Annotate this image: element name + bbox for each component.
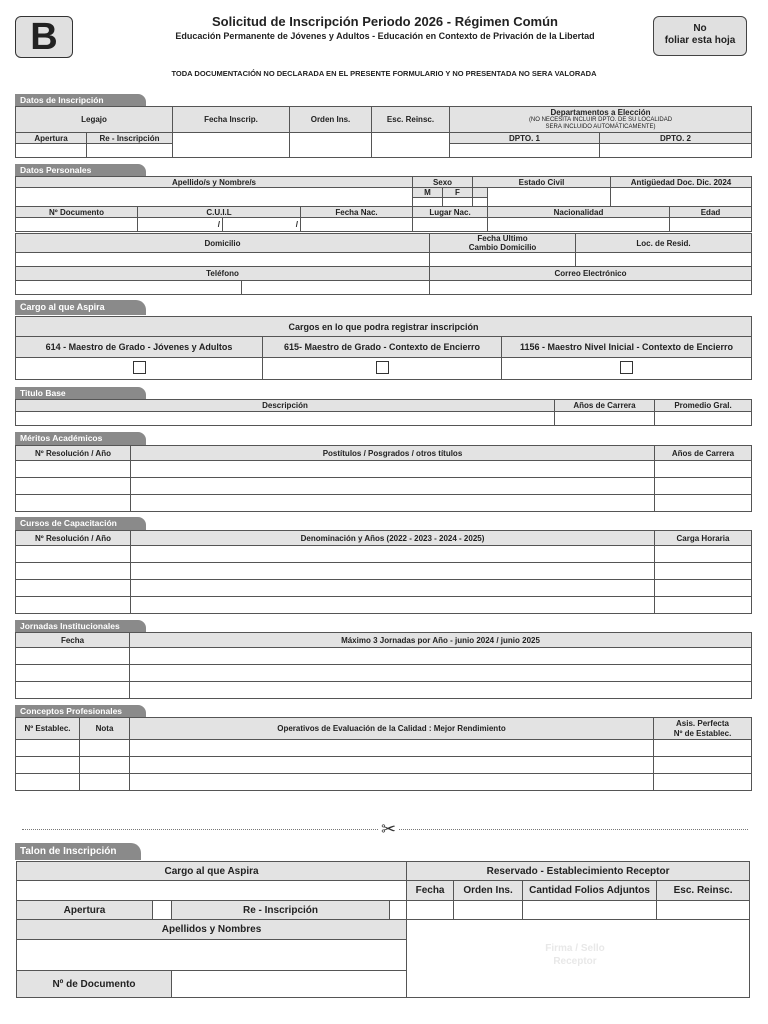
conceptos-cell[interactable] bbox=[16, 740, 80, 757]
correo-label: Correo Electrónico bbox=[430, 267, 752, 281]
descripcion-field[interactable] bbox=[16, 412, 555, 426]
section-talon: Talon de Inscripción bbox=[15, 843, 141, 860]
talon-orden-label: Orden Ins. bbox=[454, 881, 523, 901]
reinscripcion-label: Re - Inscripción bbox=[87, 133, 173, 144]
cuil-field-part2[interactable] bbox=[223, 218, 301, 232]
documento-field[interactable] bbox=[16, 218, 138, 232]
domicilio-label: Domicilio bbox=[16, 234, 430, 253]
talon-apellidos-label: Apellidos y Nombres bbox=[17, 920, 407, 940]
jornadas-fecha-label: Fecha bbox=[16, 633, 130, 648]
cargo-option-615: 615- Maestro de Grado - Contexto de Encierro bbox=[263, 337, 502, 358]
departamentos-note-2: SERA INCLUIDO AUTOMÁTICAMENTE) bbox=[545, 124, 656, 130]
talon-reservado-label: Reservado - Establecimiento Receptor bbox=[407, 862, 750, 881]
asis-perfecta-label bbox=[654, 718, 752, 740]
talon-folios-label: Cantidad Folios Adjuntos bbox=[523, 881, 657, 901]
table-talon-left bbox=[16, 861, 750, 998]
esc-reinsc-field[interactable] bbox=[372, 133, 450, 158]
apellido-label: Apellido/s y Nombre/s bbox=[16, 177, 413, 188]
talon-reinscripcion-label: Re - Inscripción bbox=[172, 901, 390, 920]
cursos-cell[interactable] bbox=[655, 563, 752, 580]
conceptos-cell[interactable] bbox=[80, 757, 130, 774]
talon-esc-field[interactable] bbox=[657, 901, 750, 920]
dpto2-field[interactable] bbox=[600, 144, 752, 158]
nacionalidad-label: Nacionalidad bbox=[488, 207, 670, 218]
jornadas-cell[interactable] bbox=[130, 682, 752, 699]
loc-resid-field[interactable] bbox=[576, 253, 752, 267]
conceptos-cell[interactable] bbox=[80, 774, 130, 791]
dpto1-field[interactable] bbox=[450, 144, 600, 158]
nacionalidad-field[interactable] bbox=[488, 218, 670, 232]
cursos-cell[interactable] bbox=[655, 580, 752, 597]
fecha-cambio-domicilio-label bbox=[430, 234, 576, 253]
cargo-615-checkbox[interactable] bbox=[376, 361, 389, 374]
conceptos-cell[interactable] bbox=[130, 774, 654, 791]
fecha-nac-label: Fecha Nac. bbox=[301, 207, 413, 218]
asis-line1: Asis. Perfecta bbox=[676, 718, 729, 728]
reinscripcion-field[interactable] bbox=[87, 144, 173, 158]
denominacion-label: Denominación y Años (2022 - 2023 - 2024 - 2025) bbox=[131, 531, 655, 546]
table-cursos bbox=[15, 530, 752, 614]
conceptos-cell[interactable] bbox=[130, 757, 654, 774]
talon-fecha-label: Fecha bbox=[407, 881, 454, 901]
cursos-cell[interactable] bbox=[131, 580, 655, 597]
cuil-slash-1: / bbox=[217, 220, 220, 229]
meritos-resolucion-label: Nº Resolución / Año bbox=[16, 446, 131, 461]
form-title: Solicitud de Inscripción Periodo 2026 - Régimen Común bbox=[211, 14, 558, 29]
operativos-label: Operativos de Evaluación de la Calidad : Mejor Rendimiento bbox=[130, 718, 654, 740]
no-foliar-line1: No bbox=[693, 23, 707, 34]
table-titulo-base bbox=[15, 399, 752, 426]
table-conceptos bbox=[15, 717, 752, 791]
talon-apellidos-field[interactable] bbox=[17, 940, 407, 971]
departamentos-note-1: (NO NECESITA INCLUIR DPTO. DE SU LOCALIDAD bbox=[528, 117, 673, 123]
fecha-ultimo-line2: Cambio Domicilio bbox=[468, 243, 537, 252]
edad-label: Edad bbox=[670, 207, 752, 218]
talon-fecha-field[interactable] bbox=[407, 901, 454, 920]
warning-notice: TODA DOCUMENTACIÓN NO DECLARADA EN EL PRESENTE FORMULARIO Y NO PRESENTADA NO SERA VALORADA bbox=[171, 69, 597, 78]
telefono-label: Teléfono bbox=[16, 267, 430, 281]
cuil-label: C.U.I.L bbox=[138, 207, 301, 218]
table-meritos bbox=[15, 445, 752, 512]
cursos-cell[interactable] bbox=[655, 546, 752, 563]
cargo-615-cell bbox=[263, 358, 502, 380]
table-datos-inscripcion bbox=[15, 106, 752, 158]
section-cursos: Cursos de Capacitación bbox=[15, 517, 146, 530]
meritos-cell[interactable] bbox=[16, 478, 131, 495]
fecha-inscrip-label: Fecha Inscrip. bbox=[173, 107, 290, 133]
departamentos-title: Departamentos a Elección bbox=[550, 108, 651, 117]
firma-line1: Firma / Sello bbox=[545, 943, 605, 954]
form-letter-badge: B bbox=[15, 16, 73, 58]
jornadas-cell[interactable] bbox=[130, 648, 752, 665]
conceptos-cell[interactable] bbox=[654, 774, 752, 791]
asis-line2: Nº de Establec. bbox=[673, 728, 732, 738]
apertura-field[interactable] bbox=[16, 144, 87, 158]
cargo-1156-cell bbox=[502, 358, 752, 380]
telefono-field-1[interactable] bbox=[16, 281, 242, 295]
antiguedad-label: Antigüedad Doc. Dic. 2024 bbox=[611, 177, 752, 188]
conceptos-cell[interactable] bbox=[130, 740, 654, 757]
lugar-nac-label: Lugar Nac. bbox=[413, 207, 488, 218]
departamentos-label bbox=[450, 107, 752, 133]
conceptos-cell[interactable] bbox=[80, 740, 130, 757]
cargo-option-1156: 1156 - Maestro Nivel Inicial - Contexto de Encierro bbox=[502, 337, 752, 358]
talon-documento-label: Nº de Documento bbox=[17, 971, 172, 998]
cargos-header: Cargos en lo que podra registrar inscripción bbox=[16, 317, 752, 337]
cargo-614-cell bbox=[16, 358, 263, 380]
jornadas-cell[interactable] bbox=[130, 665, 752, 682]
conceptos-cell[interactable] bbox=[16, 757, 80, 774]
talon-reinscripcion-field[interactable] bbox=[390, 901, 407, 920]
sexo-m-label: M bbox=[413, 188, 443, 198]
cursos-cell[interactable] bbox=[131, 546, 655, 563]
establec-label: Nº Establec. bbox=[16, 718, 80, 740]
cargo-614-checkbox[interactable] bbox=[133, 361, 146, 374]
meritos-cell[interactable] bbox=[131, 461, 655, 478]
section-datos-inscripcion: Datos de Inscripción bbox=[15, 94, 146, 107]
dpto2-label: DPTO. 2 bbox=[600, 133, 752, 144]
cargo-1156-checkbox[interactable] bbox=[620, 361, 633, 374]
legajo-label: Legajo bbox=[16, 107, 173, 133]
sexo-f-label: F bbox=[443, 188, 473, 198]
fecha-inscrip-field[interactable] bbox=[173, 133, 290, 158]
cursos-cell[interactable] bbox=[16, 546, 131, 563]
cursos-cell[interactable] bbox=[16, 580, 131, 597]
jornadas-cell[interactable] bbox=[16, 682, 130, 699]
meritos-cell[interactable] bbox=[655, 495, 752, 512]
cursos-cell[interactable] bbox=[131, 597, 655, 614]
cargo-option-614: 614 - Maestro de Grado - Jóvenes y Adultos bbox=[16, 337, 263, 358]
meritos-cell[interactable] bbox=[16, 461, 131, 478]
carga-horaria-label: Carga Horaria bbox=[655, 531, 752, 546]
table-datos-personales-3 bbox=[15, 233, 752, 295]
postitulos-label: Postítulos / Posgrados / otros títulos bbox=[131, 446, 655, 461]
table-jornadas bbox=[15, 632, 752, 699]
cursos-cell[interactable] bbox=[131, 563, 655, 580]
cuil-field-part1[interactable] bbox=[138, 218, 223, 232]
talon-cargo-field[interactable] bbox=[17, 881, 407, 901]
nota-label: Nota bbox=[80, 718, 130, 740]
cuil-slash-2: / bbox=[295, 220, 298, 229]
telefono-field-2[interactable] bbox=[242, 281, 430, 295]
talon-apertura-label: Apertura bbox=[17, 901, 153, 920]
apertura-label: Apertura bbox=[16, 133, 87, 144]
scissors-icon: ✂ bbox=[378, 820, 399, 838]
section-conceptos: Conceptos Profesionales bbox=[15, 705, 146, 718]
talon-folios-field[interactable] bbox=[523, 901, 657, 920]
sexo-spacer bbox=[473, 188, 488, 198]
orden-ins-label: Orden Ins. bbox=[290, 107, 372, 133]
talon-orden-field[interactable] bbox=[454, 901, 523, 920]
firma-sello-watermark bbox=[500, 942, 650, 968]
sexo-label: Sexo bbox=[413, 177, 473, 188]
section-cargo: Cargo al que Aspira bbox=[15, 300, 146, 315]
section-meritos: Méritos Académicos bbox=[15, 432, 146, 445]
jornadas-cell[interactable] bbox=[16, 665, 130, 682]
meritos-cell[interactable] bbox=[16, 495, 131, 512]
estado-civil-label: Estado Civil bbox=[473, 177, 611, 188]
loc-resid-label: Loc. de Resid. bbox=[576, 234, 752, 253]
jornadas-maximo-label: Máximo 3 Jornadas por Año - junio 2024 / junio 2025 bbox=[130, 633, 752, 648]
meritos-cell[interactable] bbox=[655, 461, 752, 478]
orden-ins-field[interactable] bbox=[290, 133, 372, 158]
correo-field[interactable] bbox=[430, 281, 752, 295]
dpto1-label: DPTO. 1 bbox=[450, 133, 600, 144]
no-foliar-line2: foliar esta hoja bbox=[664, 35, 736, 46]
anios-carrera-label: Años de Carrera bbox=[555, 400, 655, 412]
cursos-cell[interactable] bbox=[16, 597, 131, 614]
fecha-nac-field[interactable] bbox=[301, 218, 413, 232]
descripcion-label: Descripción bbox=[16, 400, 555, 412]
cursos-cell[interactable] bbox=[655, 597, 752, 614]
meritos-cell[interactable] bbox=[131, 495, 655, 512]
conceptos-cell[interactable] bbox=[654, 757, 752, 774]
section-jornadas: Jornadas Institucionales bbox=[15, 620, 146, 633]
anios-carrera-field[interactable] bbox=[555, 412, 655, 426]
cursos-resolucion-label: Nº Resolución / Año bbox=[16, 531, 131, 546]
promedio-field[interactable] bbox=[655, 412, 752, 426]
conceptos-cell[interactable] bbox=[16, 774, 80, 791]
documento-label: Nº Documento bbox=[16, 207, 138, 218]
edad-field[interactable] bbox=[670, 218, 752, 232]
talon-esc-label: Esc. Reinsc. bbox=[657, 881, 750, 901]
cursos-cell[interactable] bbox=[16, 563, 131, 580]
section-titulo-base: Titulo Base bbox=[15, 387, 146, 400]
table-cargo bbox=[15, 316, 752, 380]
conceptos-cell[interactable] bbox=[654, 740, 752, 757]
no-foliar-badge bbox=[653, 16, 747, 56]
firma-line2: Receptor bbox=[553, 956, 597, 967]
fecha-ultimo-line1: Fecha Ultimo bbox=[477, 234, 528, 243]
section-datos-personales: Datos Personales bbox=[15, 164, 146, 177]
fecha-cambio-domicilio-field[interactable] bbox=[430, 253, 576, 267]
domicilio-field[interactable] bbox=[16, 253, 430, 267]
promedio-label: Promedio Gral. bbox=[655, 400, 752, 412]
talon-cargo-label: Cargo al que Aspira bbox=[17, 862, 407, 881]
form-subtitle: Educación Permanente de Jóvenes y Adultos - Educación en Contexto de Privación de la Libertad bbox=[175, 31, 595, 41]
esc-reinsc-label: Esc. Reinsc. bbox=[372, 107, 450, 133]
meritos-cell[interactable] bbox=[131, 478, 655, 495]
meritos-cell[interactable] bbox=[655, 478, 752, 495]
jornadas-cell[interactable] bbox=[16, 648, 130, 665]
table-datos-personales-2 bbox=[15, 206, 752, 232]
talon-apertura-field[interactable] bbox=[153, 901, 172, 920]
lugar-nac-field[interactable] bbox=[413, 218, 488, 232]
talon-documento-field[interactable] bbox=[172, 971, 407, 998]
meritos-anios-label: Años de Carrera bbox=[655, 446, 752, 461]
